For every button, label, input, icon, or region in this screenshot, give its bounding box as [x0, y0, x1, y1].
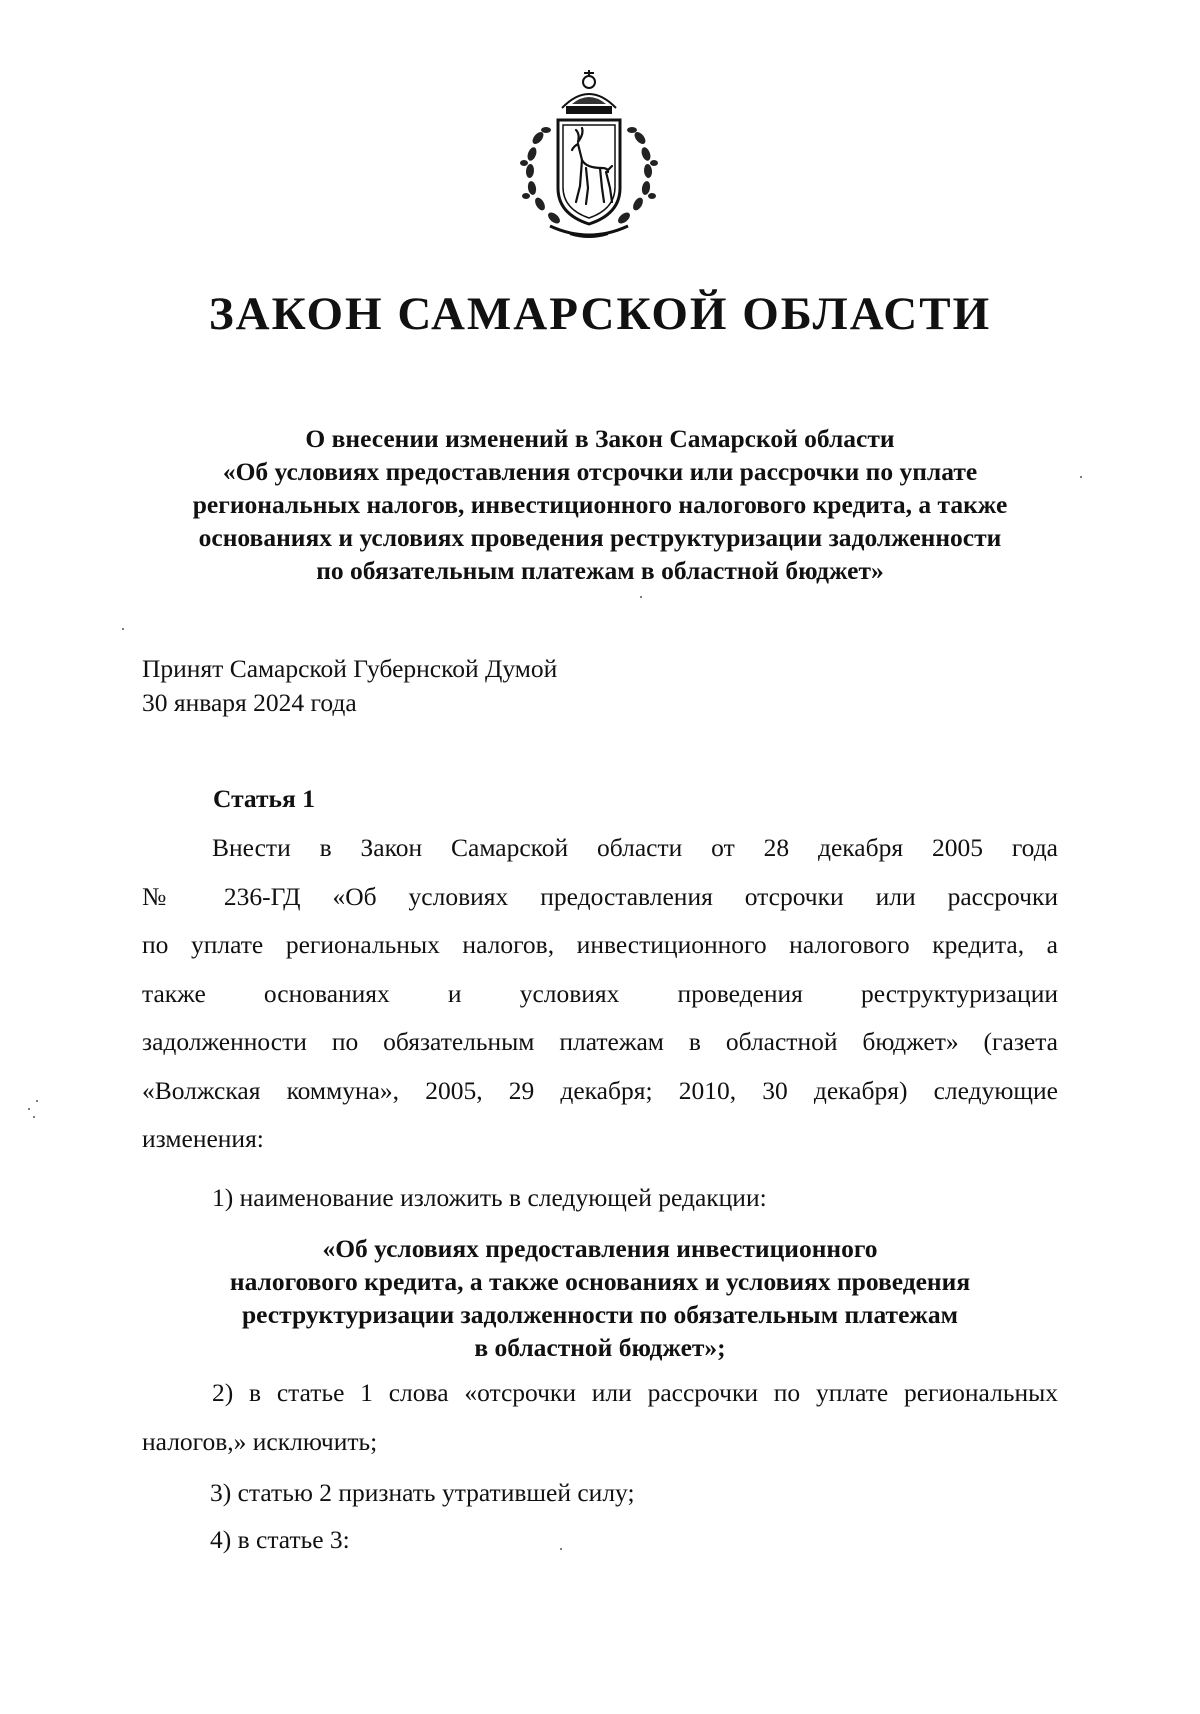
scan-speck	[640, 596, 642, 598]
article-line: также основаниях и условиях проведения реструктуризации	[142, 978, 1058, 1008]
law-subject-line: основаниях и условиях проведения реструктуризации задолженности	[198, 523, 1002, 552]
samara-coat-of-arms-icon	[510, 68, 668, 248]
law-subject-line: О внесении изменений в Закон Самарской области	[305, 424, 895, 453]
article-line: № 236-ГД «Об условиях предоставления отсрочки или рассрочки	[142, 881, 1058, 911]
adoption-body: Принят Самарской Губернской Думой	[142, 654, 558, 683]
law-subject-line: «Об условиях предоставления отсрочки или рассрочки по уплате	[222, 457, 978, 486]
amendment-item-2-line: 2) в статье 1 слова «отсрочки или рассрочки по уплате региональных	[212, 1378, 1058, 1407]
amendment-item-1: 1) наименование изложить в следующей редакции:	[212, 1183, 767, 1212]
new-law-title-line: налогового кредита, а также основаниях и условиях проведения	[229, 1267, 971, 1296]
scan-speck	[36, 1100, 38, 1102]
new-law-title-line: реструктуризации задолженности по обязательным платежам	[242, 1300, 958, 1329]
law-subject-line: региональных налогов, инвестиционного налогового кредита, а также	[192, 490, 1008, 519]
article-line: задолженности по обязательным платежам в областной бюджет» (газета	[142, 1027, 1058, 1056]
law-subject-line: по обязательным платежам в областной бюджет»	[316, 556, 884, 585]
amendment-item-2	[142, 1377, 1058, 1474]
new-law-title-line: в областной бюджет»;	[474, 1333, 726, 1362]
article-line: изменения:	[142, 1124, 264, 1153]
amendment-item-4: 4) в статье 3:	[210, 1525, 350, 1554]
amendment-item-3: 3) статью 2 признать утратившей силу;	[210, 1478, 635, 1507]
scan-speck	[1080, 476, 1082, 478]
law-title: ЗАКОН САМАРСКОЙ ОБЛАСТИ	[208, 288, 992, 340]
article-line: по уплате региональных налогов, инвестиционного налогового кредита, а	[142, 930, 1058, 959]
scan-speck	[28, 1108, 30, 1110]
article-line: «Волжская коммуна», 2005, 29 декабря; 2010, 30 декабря) следующие	[142, 1075, 1058, 1105]
article-heading: Статья 1	[213, 784, 315, 813]
law-subject	[130, 422, 1070, 587]
adoption-info	[142, 652, 557, 720]
scan-speck	[33, 1116, 35, 1118]
article-paragraph	[142, 832, 1058, 1172]
amendment-item-2-line: налогов,» исключить;	[142, 1426, 378, 1456]
scan-speck	[122, 628, 124, 630]
scan-speck	[560, 1548, 562, 1550]
new-law-title	[130, 1232, 1070, 1364]
adoption-date: 30 января 2024 года	[142, 688, 357, 717]
new-law-title-line: «Об условиях предоставления инвестиционного	[322, 1234, 878, 1263]
article-line: Внести в Закон Самарской области от 28 декабря 2005 года	[212, 833, 1058, 862]
